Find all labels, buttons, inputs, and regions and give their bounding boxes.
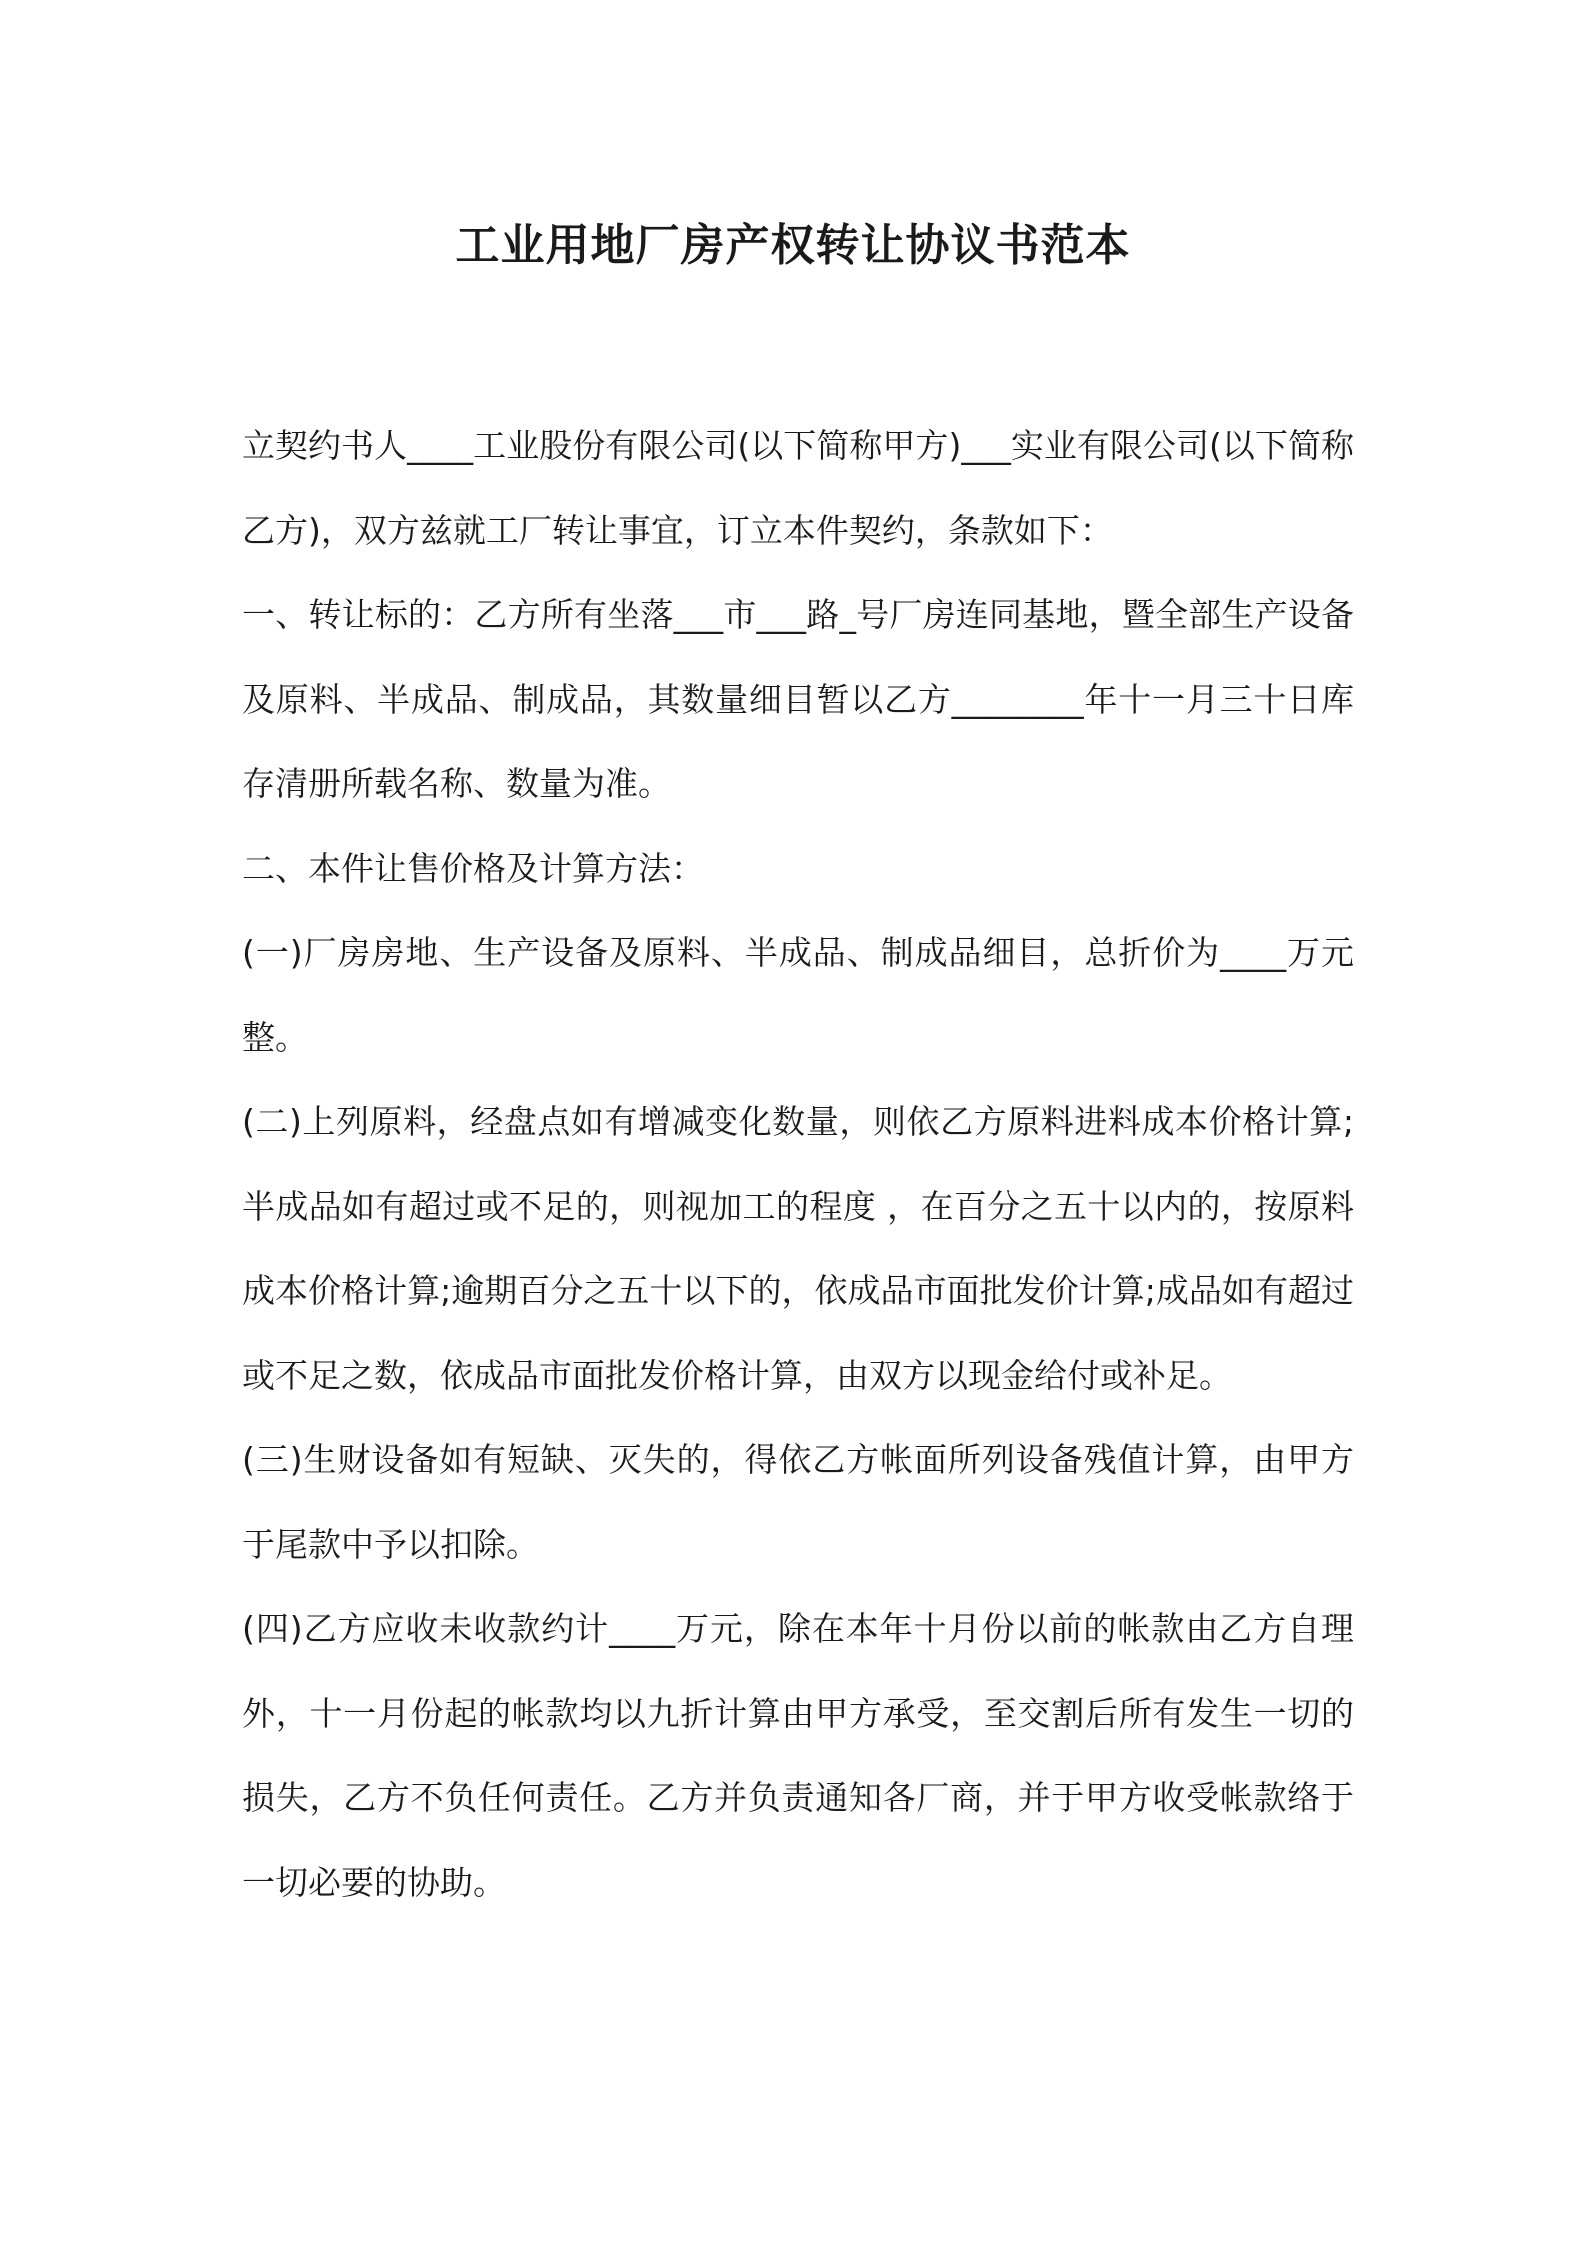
document-body	[242, 404, 1354, 1925]
paragraph-price-heading: 二、本件让售价格及计算方法：	[242, 848, 704, 888]
paragraph-clause-4: (四)乙方应收未收款约计____万元，除在本年十月份以前的帐款由乙方自理外，十一月份起的帐款均以九折计算由甲方承受，至交割后所有发生一切的损失，乙方不负任何责任。乙方并负责通知各厂商，并于甲方收受帐款络于一切必要的协助。	[242, 1609, 1354, 1902]
paragraph-clause-3: (三)生财设备如有短缺、灭失的，得依乙方帐面所列设备残值计算，由甲方于尾款中予以扣除。	[242, 1440, 1354, 1564]
paragraph-parties: 立契约书人____工业股份有限公司(以下简称甲方)___实业有限公司(以下简称乙方)，双方兹就工厂转让事宜，订立本件契约，条款如下：	[242, 426, 1354, 550]
paragraph-clause-1: (一)厂房房地、生产设备及原料、半成品、制成品细目，总折价为____万元整。	[242, 933, 1354, 1057]
paragraph-transfer-subject: 一、转让标的：乙方所有坐落___市___路_号厂房连同基地，暨全部生产设备及原料、半成品、制成品，其数量细目暂以乙方________年十一月三十日库存清册所载名称、数量为准。	[242, 595, 1354, 803]
paragraph-clause-2: (二)上列原料，经盘点如有增减变化数量，则依乙方原料进料成本价格计算;半成品如有超过或不足的，则视加工的程度 ，在百分之五十以内的，按原料成本价格计算;逾期百分之五十以下的，依成品市面批发价计算;成品如有超过或不足之数，依成品市面批发价格计算，由双方以现金给付或补足。	[242, 1102, 1354, 1395]
document-title: 工业用地厂房产权转让协议书范本	[455, 220, 1131, 271]
